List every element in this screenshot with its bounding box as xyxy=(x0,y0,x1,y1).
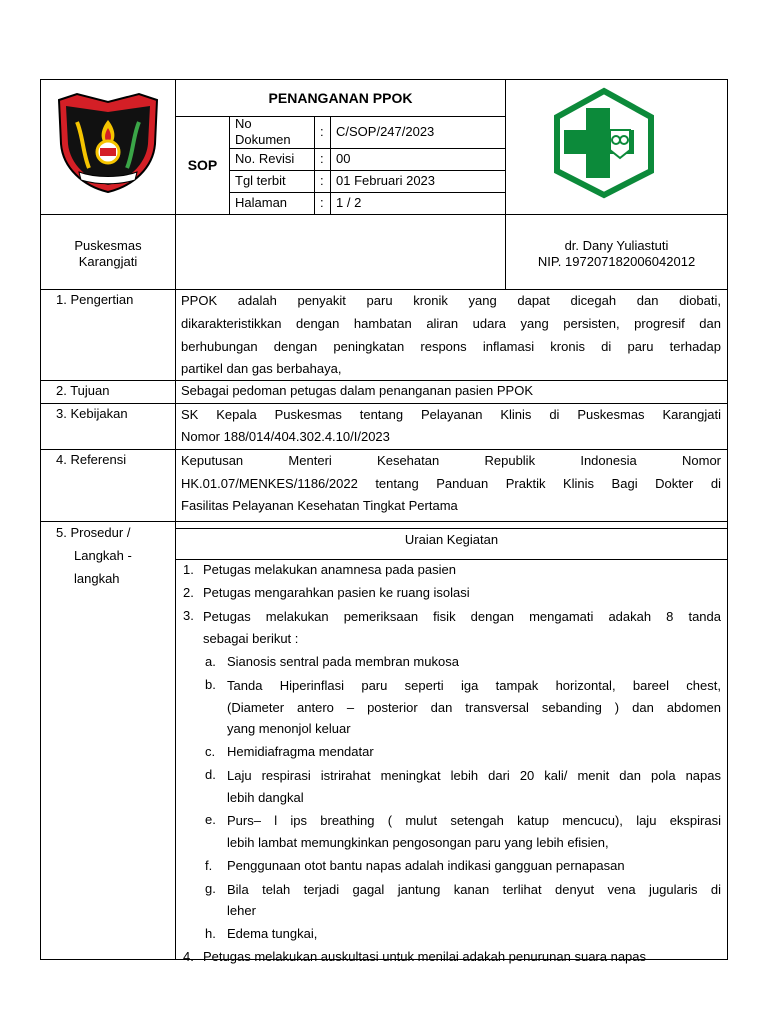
vline-logo-right xyxy=(175,79,176,289)
vline-meta-sep-right xyxy=(330,116,331,214)
hline-meta-1 xyxy=(229,148,506,149)
hline-sign-bottom xyxy=(40,289,728,290)
meta-separator: : xyxy=(320,195,324,210)
org-name: Puskesmas xyxy=(74,238,142,253)
hline-header-bottom xyxy=(40,214,728,215)
section-label: langkah xyxy=(74,571,120,586)
item-number: 4. xyxy=(183,949,194,964)
meta-label: Halaman xyxy=(235,195,288,210)
item-text: sebagai berikut : xyxy=(203,631,299,646)
item-text: Petugas melakukan pemeriksaan fisik dengan mengamati adakah 8 tanda xyxy=(203,609,721,624)
org-name: Karangjati xyxy=(78,254,138,269)
subitem-letter: f. xyxy=(205,858,213,873)
section-text-line: SK Kepala Puskesmas tentang Pelayanan Klinis di Puskesmas Karangjati xyxy=(181,407,721,422)
item-number: 2. xyxy=(183,585,194,600)
subitem-text: Purs– l ips breathing ( mulut setengah katup mencucu), laju ekspirasi xyxy=(227,813,721,828)
section-text-line: Nomor 188/014/404.302.4.10/I/2023 xyxy=(181,429,390,444)
hline-uraian-top xyxy=(175,528,728,529)
meta-value: C/SOP/247/2023 xyxy=(336,124,435,139)
uraian-kegiatan-heading: Uraian Kegiatan xyxy=(404,532,499,547)
subitem-text: lebih dangkal xyxy=(227,790,304,805)
section-text-line: Fasilitas Pelayanan Kesehatan Tingkat Pertama xyxy=(181,498,458,513)
subitem-text: yang menonjol keluar xyxy=(227,721,351,736)
subitem-text: Tanda Hiperinflasi paru seperti iga tampak horizontal, bareel chest, xyxy=(227,678,721,693)
section-label: Langkah - xyxy=(74,548,132,563)
meta-label: Tgl terbit xyxy=(235,173,286,188)
section-label: 2. Tujuan xyxy=(56,383,110,398)
subitem-text: Bila telah terjadi gagal jantung kanan terlihat denyut vena jugularis di xyxy=(227,882,721,897)
border-top xyxy=(40,79,728,80)
vline-label-column xyxy=(175,289,176,960)
border-left xyxy=(40,79,41,960)
subitem-letter: e. xyxy=(205,812,216,827)
meta-label: Dokumen xyxy=(235,132,291,147)
border-right xyxy=(727,79,728,960)
regional-emblem-logo xyxy=(57,92,159,194)
subitem-text: Sianosis sentral pada membran mukosa xyxy=(227,654,459,669)
meta-separator: : xyxy=(320,124,324,139)
section-label: 1. Pengertian xyxy=(56,292,134,307)
hline-meta-2 xyxy=(229,170,506,171)
meta-label: No. Revisi xyxy=(235,151,295,166)
subitem-text: Penggunaan otot bantu napas adalah indikasi gangguan pernapasan xyxy=(227,858,625,873)
hline-section-2-bottom xyxy=(40,403,728,404)
section-text-line: HK.01.07/MENKES/1186/2022 tentang Panduan Praktik Klinis Bagi Dokter di xyxy=(181,476,721,491)
subitem-letter: h. xyxy=(205,926,216,941)
subitem-text: (Diameter antero – posterior dan transversal sebanding ) dan abdomen xyxy=(227,700,721,715)
section-label: 4. Referensi xyxy=(56,452,127,467)
item-text: Petugas melakukan anamnesa pada pasien xyxy=(203,562,456,577)
hline-section-3-bottom xyxy=(40,449,728,450)
subitem-letter: a. xyxy=(205,654,216,669)
meta-value: 00 xyxy=(336,151,351,166)
hline-section-4-bottom xyxy=(40,521,728,522)
item-number: 3. xyxy=(183,608,194,623)
meta-value: 01 Februari 2023 xyxy=(336,173,436,188)
subitem-letter: g. xyxy=(205,881,216,896)
subitem-letter: d. xyxy=(205,767,216,782)
sop-label: SOP xyxy=(187,157,218,173)
item-text: Petugas mengarahkan pasien ke ruang isolasi xyxy=(203,585,470,600)
subitem-text: Hemidiafragma mendatar xyxy=(227,744,374,759)
meta-separator: : xyxy=(320,173,324,188)
subitem-text: Laju respirasi istrirahat meningkat lebih dari 20 kali/ menit dan pola napas xyxy=(227,768,721,783)
signer-name: dr. Dany Yuliastuti xyxy=(564,238,669,253)
section-label: 5. Prosedur / xyxy=(56,525,131,540)
item-number: 1. xyxy=(183,562,194,577)
subitem-letter: c. xyxy=(205,744,216,759)
hline-uraian-bottom xyxy=(175,559,728,560)
item-text: Petugas melakukan auskultasi untuk menilai adakah penurunan suara napas xyxy=(203,949,647,964)
section-label: 3. Kebijakan xyxy=(56,406,128,421)
subitem-text: lebih lambat memungkinkan pengosongan paru yang lebih efisien, xyxy=(227,835,609,850)
meta-label: No xyxy=(235,116,252,131)
signer-nip: NIP. 197207182006042012 xyxy=(537,254,696,269)
subitem-letter: b. xyxy=(205,677,216,692)
section-text-line: Keputusan Menteri Kesehatan Republik Indonesia Nomor xyxy=(181,453,721,468)
subitem-text: leher xyxy=(227,903,256,918)
meta-value: 1 / 2 xyxy=(336,195,362,210)
document-title: PENANGANAN PPOK xyxy=(268,90,413,106)
hline-title-bottom xyxy=(175,116,506,117)
section-text-line: berhubungan dengan peningkatan respons inflamasi kronis di paru terhadap xyxy=(181,339,721,354)
vline-sop-right xyxy=(229,116,230,214)
section-text-line: PPOK adalah penyakit paru kronik yang dapat dicegah dan diobati, xyxy=(181,293,721,308)
hline-section-1-bottom xyxy=(40,380,728,381)
meta-separator: : xyxy=(320,151,324,166)
hline-meta-3 xyxy=(229,192,506,193)
vline-meta-label-right xyxy=(314,116,315,214)
section-text-line: partikel dan gas berbahaya, xyxy=(181,361,342,376)
section-text-line: Sebagai pedoman petugas dalam penanganan pasien PPOK xyxy=(181,383,533,398)
puskesmas-logo xyxy=(550,86,658,200)
section-text-line: dikarakteristikkan dengan hambatan aliran udara yang persisten, progresif dan xyxy=(181,316,721,331)
subitem-text: Edema tungkai, xyxy=(227,926,318,941)
